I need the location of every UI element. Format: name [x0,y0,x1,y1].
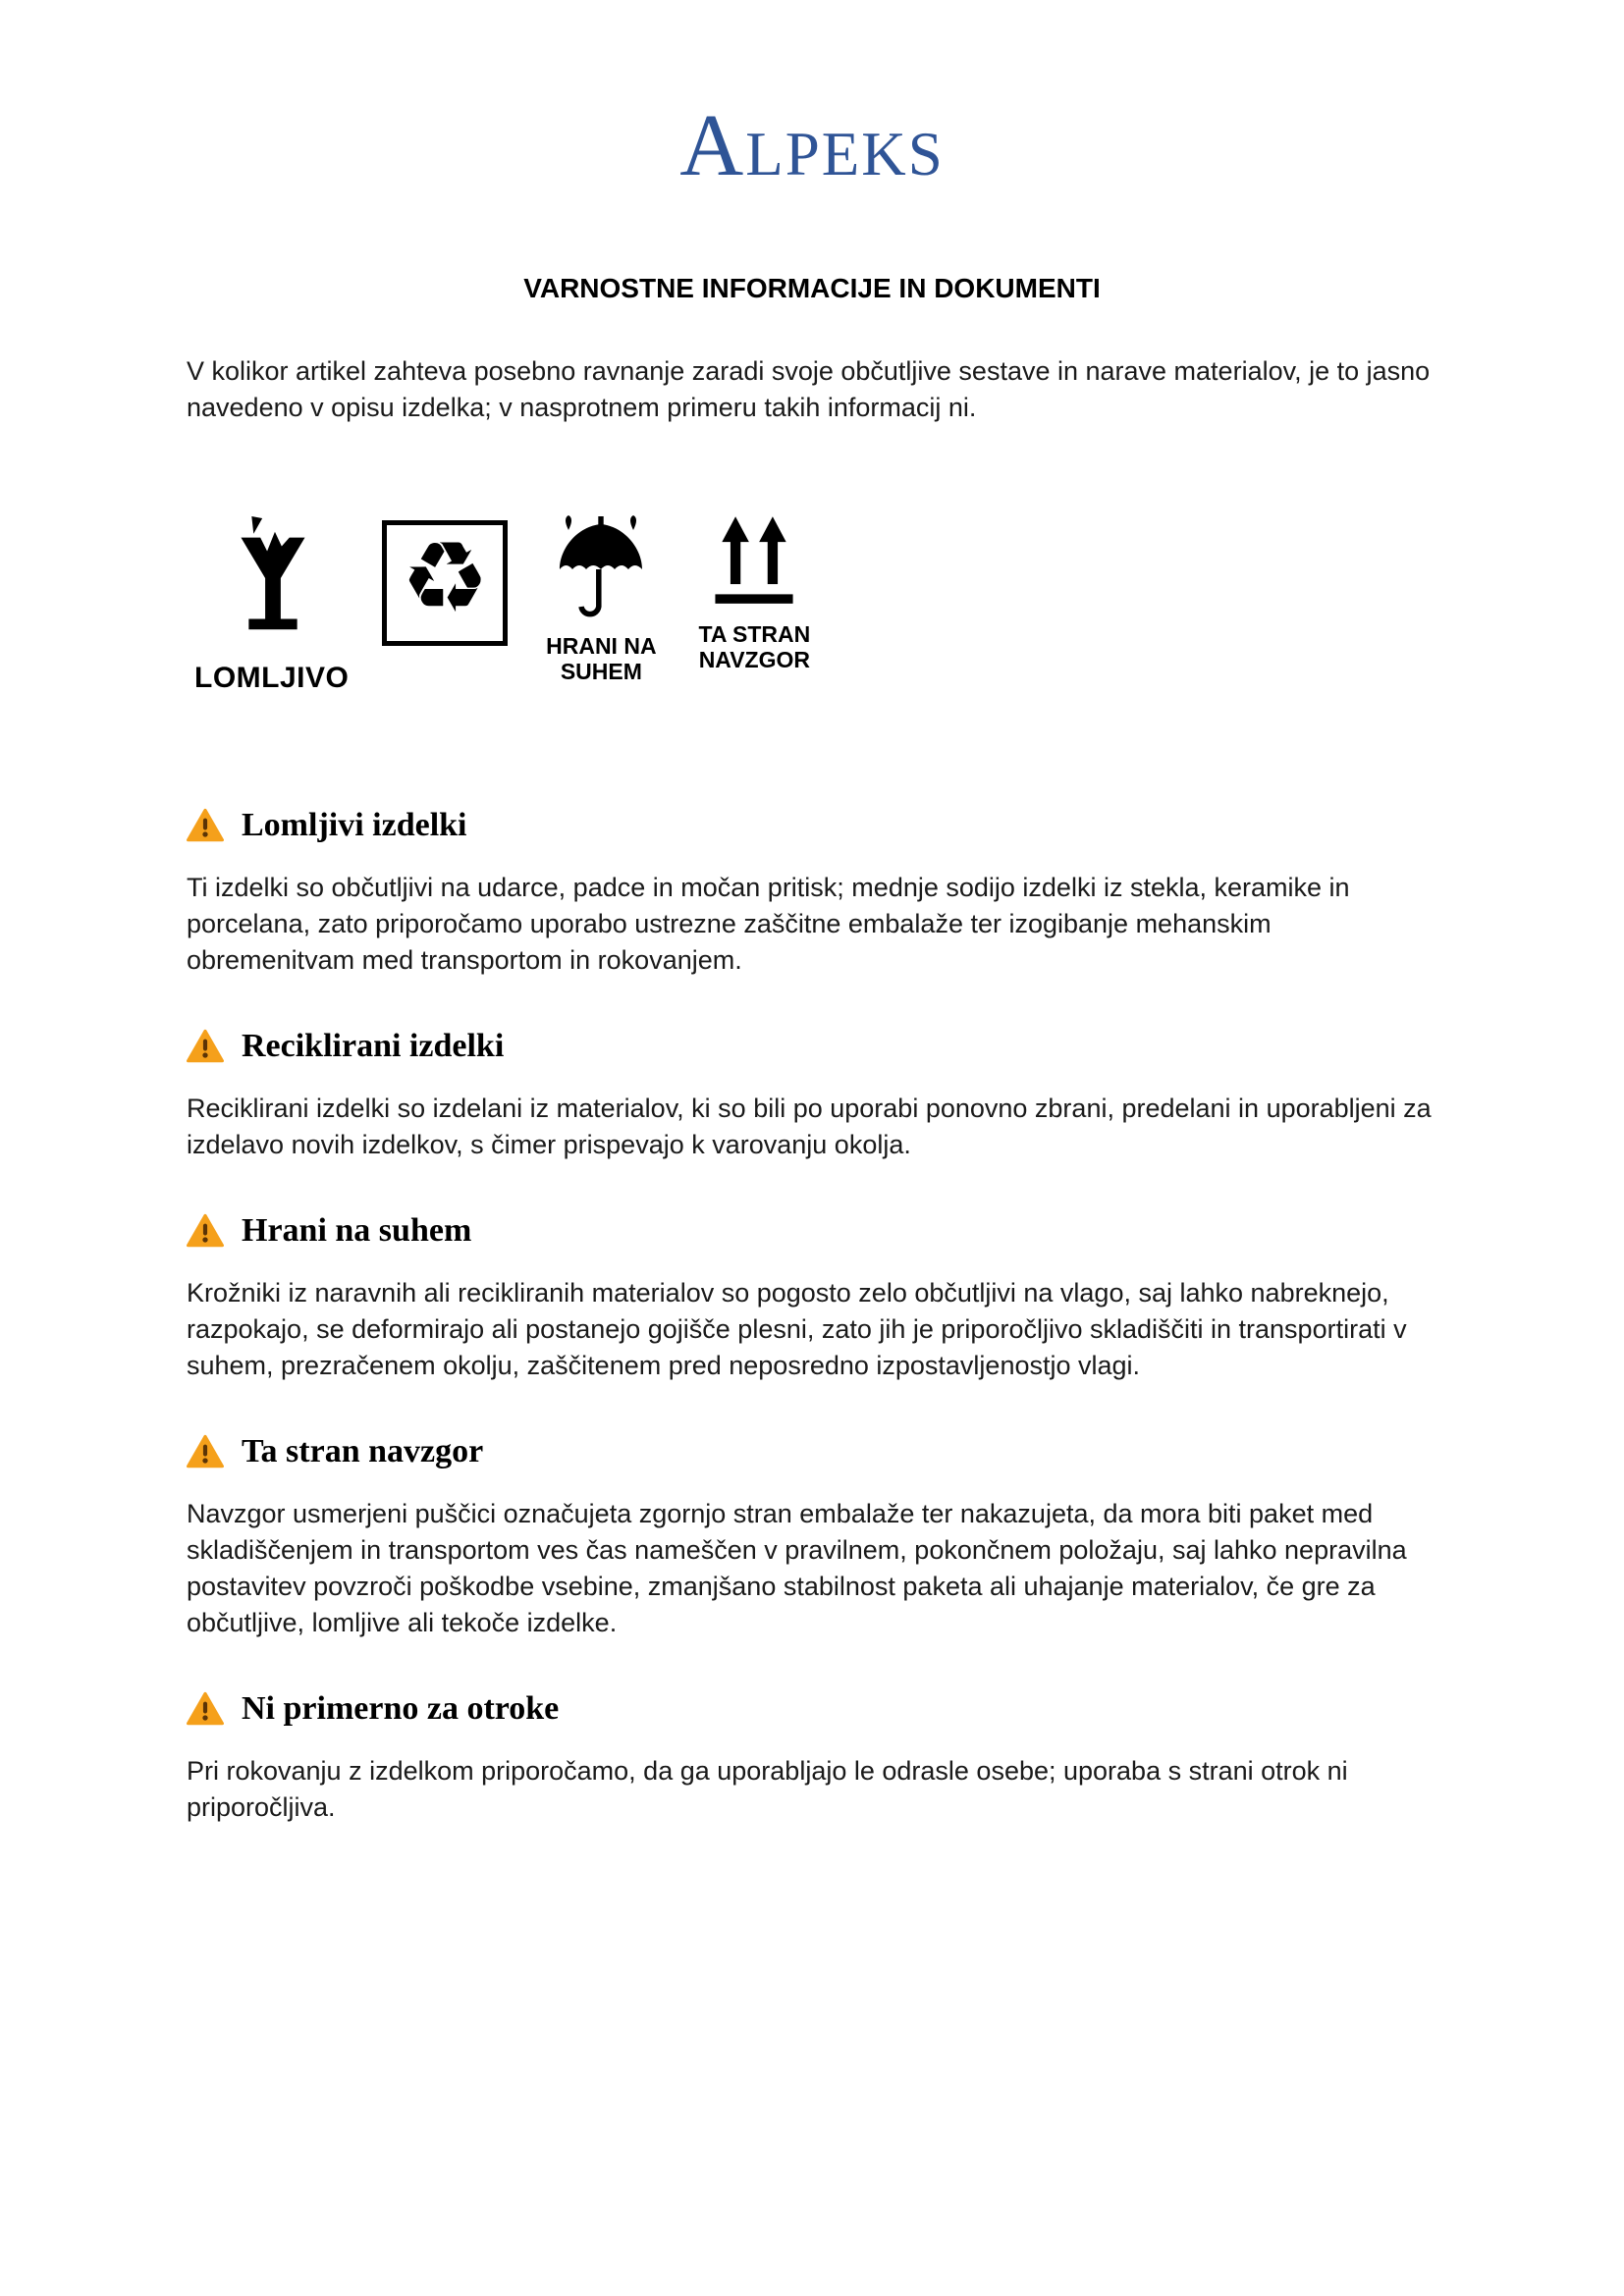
section-body: Ti izdelki so občutljivi na udarce, padce in močan pritisk; mednje sodijo izdelki iz stekla, keramike in porcelana, zato priporočamo uporabo ustrezne zaščitne embalaže ter izogibanje mehanskim obremenitvam med transportom in rokovanjem. [187,872,1350,975]
section-body: Krožniki iz naravnih ali recikliranih materialov so pogosto zelo občutljivi na vlago, saj lahko nabreknejo, razpokajo, se deformirajo ali postanejo gojišče plesni, zato jih je priporočljivo skladiščiti in transportirati v suhem, prezračenem okolju, zaščitenem pred neposredno izpostavljenostjo vlagi. [187,1277,1407,1380]
warning-icon [187,1691,224,1726]
company-logo-text: Alpeks [679,97,945,194]
section-heading [187,1433,1437,1470]
section-ni-primerno-za-otroke [187,1690,1437,1826]
section-body: Pri rokovanju z izdelkom priporočamo, da ga uporabljajo le odrasle osebe; uporaba s strani otrok ni priporočljiva. [187,1755,1348,1822]
section-ta-stran-navzgor [187,1433,1437,1641]
warning-icon [187,1434,224,1468]
section-heading [187,1690,1437,1728]
section-title: Hrani na suhem [242,1211,472,1249]
section-title: Reciklirani izdelki [242,1027,505,1064]
packaging-symbols-row [187,514,1437,695]
intro-paragraph: V kolikor artikel zahteva posebno ravnanje zaradi svoje občutljive sestave in narave materialov, je to jasno navedeno v opisu izdelka; v nasprotnem primeru takih informacij ni. [187,356,1431,422]
recycle-glyph: ♻ [401,520,490,635]
fragile-symbol [194,514,349,695]
section-lomljivi-izdelki [187,807,1437,979]
this-side-up-symbol [694,514,814,673]
keep-dry-symbol-label: HRANI NA SUHEM [546,633,657,684]
section-heading [187,1212,1437,1250]
section-reciklirani-izdelki [187,1028,1437,1163]
section-heading [187,1028,1437,1065]
section-heading [187,807,1437,844]
section-title: Lomljivi izdelki [242,806,467,843]
keep-dry-umbrella-icon [551,514,651,624]
this-side-up-icon [712,514,796,613]
fragile-symbol-label: LOMLJIVO [194,662,350,694]
warning-icon [187,808,224,842]
company-logo [187,0,1437,194]
warning-icon [187,1029,224,1063]
fragile-glass-icon [223,514,321,650]
document-title: VARNOSTNE INFORMACIJE IN DOKUMENTI [523,273,1101,303]
this-side-up-symbol-label: TA STRAN NAVZGOR [698,621,811,672]
warning-icon [187,1213,224,1248]
keep-dry-symbol [541,514,661,685]
recycle-icon [382,520,508,646]
section-title: Ni primerno za otroke [242,1689,560,1727]
recycle-symbol [382,514,508,646]
section-hrani-na-suhem [187,1212,1437,1384]
section-title: Ta stran navzgor [242,1432,484,1469]
section-body: Navzgor usmerjeni puščici označujeta zgornjo stran embalaže ter nakazujeta, da mora biti paket med skladiščenjem in transportom ves čas nameščen v pravilnem, pokončnem položaju, saj lahko nepravilna postavitev povzroči poškodbe vsebine, zmanjšano stabilnost paketa ali uhajanje materialov, če gre za občutljive, lomljive ali tekoče izdelke. [187,1498,1407,1637]
section-body: Reciklirani izdelki so izdelani iz materialov, ki so bili po uporabi ponovno zbrani, predelani in uporabljeni za izdelavo novih izdelkov, s čimer prispevajo k varovanju okolja. [187,1093,1432,1159]
